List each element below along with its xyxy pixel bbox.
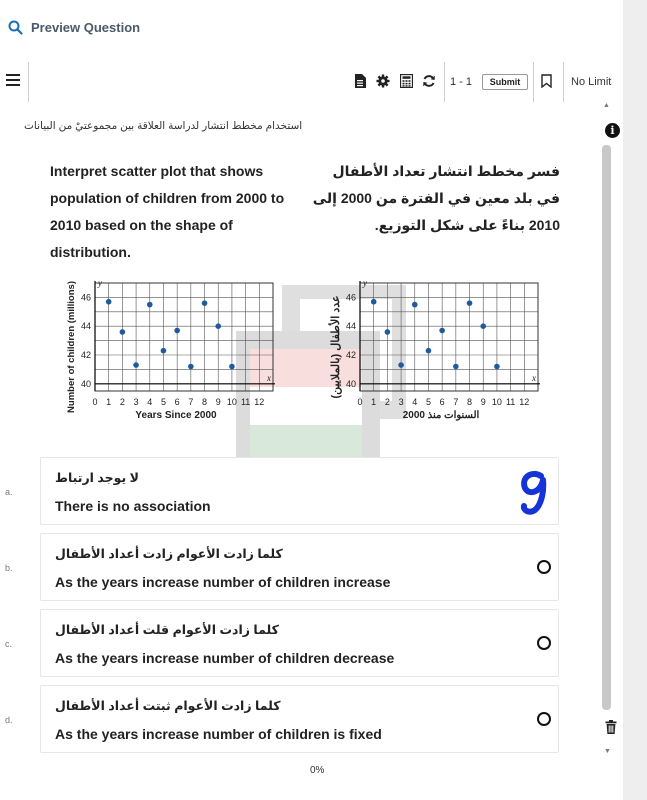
- instruction-text: استخدام مخطط انتشار لدراسة العلاقة بين مجموعتيْ من البيانات: [24, 120, 303, 132]
- x-tick-label: 12: [519, 397, 530, 407]
- scatter-chart-ar: [325, 275, 555, 435]
- y-axis-label: Number of children (millions): [66, 281, 77, 413]
- y-tick-label: 42: [345, 350, 356, 360]
- y-tick-label: 46: [80, 292, 91, 303]
- x-tick-label: 0: [357, 397, 363, 407]
- plot-frame: [360, 283, 538, 391]
- y-tick-label: 44: [80, 321, 91, 332]
- x-tick-label: 9: [215, 397, 221, 407]
- option-letter: b.: [5, 563, 13, 573]
- radio-button[interactable]: [537, 712, 551, 726]
- data-point: [106, 299, 112, 305]
- x-tick-label: 1: [106, 397, 112, 407]
- option-text-en: There is no association: [55, 498, 211, 514]
- calculator-icon[interactable]: [399, 73, 413, 89]
- x-tick-label: 8: [467, 397, 473, 407]
- data-point: [480, 323, 486, 329]
- option-text-ar: لا يوجد ارتباط: [55, 471, 139, 485]
- y-tick-label: 40: [80, 378, 91, 389]
- divider: [533, 62, 534, 102]
- info-icon[interactable]: i: [605, 123, 620, 138]
- question-text-en: Interpret scatter plot that shows population of children from 2000 to 2010 based on the shape of distribution.: [50, 163, 285, 260]
- answer-option[interactable]: [5, 457, 559, 525]
- x-tick-label: 4: [147, 397, 153, 407]
- data-point: [385, 329, 391, 335]
- answer-option[interactable]: [5, 609, 559, 677]
- x-axis-label: Years Since 2000: [135, 410, 217, 421]
- x-tick-label: 1: [371, 397, 377, 407]
- data-point: [120, 329, 126, 335]
- option-letter: c.: [5, 639, 13, 649]
- menu-icon[interactable]: [6, 74, 20, 86]
- y-tick-label: 44: [345, 321, 356, 332]
- preview-title-text: Preview Question: [31, 20, 141, 35]
- x-tick-label: 2: [119, 397, 125, 407]
- option-text-ar: كلما زادت الأعوام قلت أعداد الأطفال: [55, 623, 279, 637]
- right-gutter: [623, 0, 647, 800]
- y-axis-label: عدد الأطفال (بالملايين): [330, 295, 342, 399]
- divider: [563, 62, 564, 102]
- radio-button[interactable]: [537, 636, 551, 650]
- data-point: [426, 348, 432, 354]
- x-tick-label: 9: [480, 397, 486, 407]
- y-tick-label: 46: [345, 292, 356, 303]
- x-tick-label: 6: [174, 397, 180, 407]
- option-text-ar: كلما زادت الأعوام زادت أعداد الأطفال: [55, 547, 283, 561]
- data-point: [439, 328, 445, 334]
- data-point: [229, 364, 235, 370]
- answer-option[interactable]: [5, 533, 559, 601]
- document-icon[interactable]: [353, 73, 367, 89]
- x-tick-label: 0: [92, 397, 98, 407]
- x-tick-label: 3: [133, 397, 139, 407]
- x-tick-label: 10: [226, 397, 237, 407]
- data-point: [412, 302, 418, 308]
- page-count: 1 - 1: [450, 76, 473, 88]
- divider: [444, 62, 445, 102]
- search-icon: [8, 20, 23, 35]
- divider: [28, 62, 29, 102]
- y-axis-letter: y: [98, 278, 102, 288]
- x-tick-label: 10: [491, 397, 502, 407]
- trash-icon[interactable]: [605, 720, 617, 739]
- selected-answer-mark-icon[interactable]: [515, 466, 555, 518]
- tool-icons: [353, 73, 436, 89]
- data-point: [133, 362, 139, 368]
- data-point: [174, 328, 180, 334]
- x-tick-label: 7: [188, 397, 194, 407]
- data-point: [467, 300, 473, 306]
- preview-header: [0, 0, 623, 60]
- radio-button[interactable]: [537, 560, 551, 574]
- x-tick-label: 12: [254, 397, 265, 407]
- scatter-chart-en: [60, 275, 290, 435]
- submit-button[interactable]: Submit: [482, 74, 528, 90]
- option-text-ar: كلما زادت الأعوام ثبتت أعداد الأطفال: [55, 699, 281, 713]
- x-tick-label: 6: [439, 397, 445, 407]
- bookmark-icon[interactable]: [541, 74, 552, 93]
- data-point: [202, 300, 208, 306]
- data-point: [147, 302, 153, 308]
- x-tick-label: 11: [240, 397, 251, 407]
- x-tick-label: 4: [412, 397, 418, 407]
- data-point: [398, 362, 404, 368]
- data-point: [188, 364, 194, 370]
- x-axis-letter: x: [267, 372, 271, 383]
- refresh-icon[interactable]: [422, 73, 436, 89]
- option-text-en: As the years increase number of children is fixed: [55, 726, 382, 742]
- progress-text: 0%: [310, 765, 325, 776]
- x-tick-label: 5: [160, 397, 166, 407]
- data-point: [494, 364, 500, 370]
- option-text-en: As the years increase number of children increase: [55, 574, 391, 590]
- y-tick-label: 40: [345, 378, 356, 389]
- preview-title: [8, 20, 140, 35]
- y-tick-label: 42: [80, 350, 91, 360]
- y-axis-letter: y: [363, 278, 367, 288]
- data-point: [215, 323, 221, 329]
- x-tick-label: 3: [398, 397, 404, 407]
- option-letter: d.: [5, 715, 13, 725]
- scroll-down-arrow-icon[interactable]: ▼: [604, 748, 611, 755]
- question-text-ar: فسر مخطط انتشار تعداد الأطفال في بلد معين في الفترة من 2000 إلى 2010 بناءً على شكل التوزيع.: [312, 163, 560, 233]
- data-point: [371, 299, 377, 305]
- answer-option[interactable]: [5, 685, 559, 753]
- plot-frame: [95, 283, 273, 391]
- x-axis-label: السنوات منذ 2000: [402, 410, 480, 421]
- data-point: [453, 364, 459, 370]
- x-tick-label: 11: [505, 397, 516, 407]
- x-tick-label: 7: [453, 397, 459, 407]
- time-limit: No Limit: [571, 76, 612, 88]
- scrollbar-thumb[interactable]: [602, 145, 611, 710]
- option-letter: a.: [5, 487, 13, 497]
- x-tick-label: 8: [202, 397, 208, 407]
- x-axis-letter: x: [532, 372, 536, 383]
- scroll-up-arrow-icon[interactable]: ▲: [603, 102, 610, 109]
- data-point: [161, 348, 167, 354]
- option-text-en: As the years increase number of children decrease: [55, 650, 395, 666]
- x-tick-label: 5: [425, 397, 431, 407]
- toolbar: [0, 62, 623, 102]
- selected-mark-stroke: [524, 474, 543, 512]
- x-tick-label: 2: [384, 397, 390, 407]
- gear-icon[interactable]: [376, 73, 390, 89]
